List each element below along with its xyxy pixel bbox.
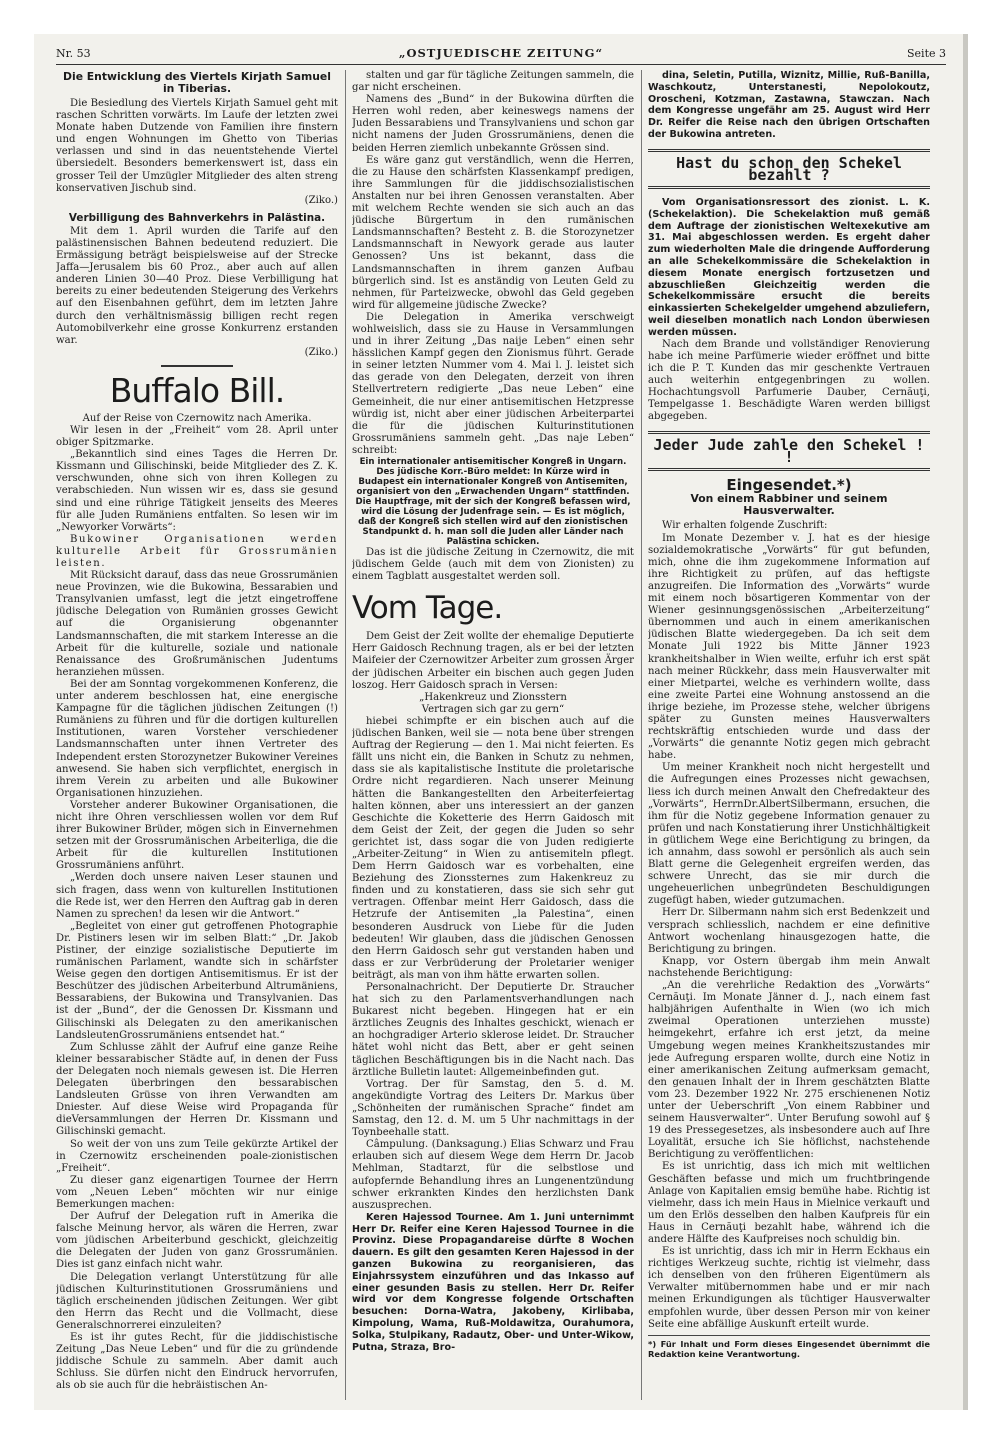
paragraph: Der Aufruf der Delegation ruft in Amerika die falsche Meinung hervor, als wären die Herren, zwar vom jüdischen Arbeiterbund geschickt, gleichzeitig die Delegaten der Juden von ganz Grossrumänien. Dies ist ganz einfach nicht wahr. — [56, 1211, 338, 1271]
paragraph: „Bekanntlich sind eines Tages die Herren Dr. Kissmann und Gilischinski, beide Mitglieder des Z. K. verschwunden, ohne sich von ihren Kollegen zu verabschieden. Nun wissen wir es, dass sie gesund sind und eine rührige Tätigkeit jenseits des Meeres für alle Juden Rumäniens entfalten. So lesen wir im „Newyorker Vorwärts“: — [56, 449, 338, 533]
paragraph: Es ist unrichtig, dass ich mich mit weltlichen Geschäften befasse und mich um fruchtbringende Anlage von Kapitalien emsig bemühe habe. Richtig ist vielmehr, dass ich mein Haus in Mielnice verkauft und um den Erlös desselben den halben Kaufpreis für ein Haus in Cernăuţi bezahlt habe, während ich die andere Hälfte des Kaufpreises noch schuldig bin. — [648, 1161, 930, 1245]
paragraph: Mit Rücksicht darauf, dass das neue Grossrumänien neue Provinzen, wie die Bukowina, Bessarabien und Transylvanien umfasst, legt die jetzt eingetroffene jüdische Delegation von Rumänien grosses Gewicht auf die Organisierung obgenannter Landsmannschaften, die mit starkem Interesse an die Arbeit für die kulturelle, soziale und nationale Renaissance des Großrumänischen Judentums heranziehen müssen. — [56, 570, 338, 678]
advertisement: Nach dem Brande und vollständiger Renovierung habe ich meine Parfümerie wieder eröffnet und bitte ich die P. T. Kunden das mir geschenkte Vertrauen auch weiterhin entgegenbringen zu wollen. Hochachtungsvoll Parfumerie Dauber, Cernăuţi, Tempelgasse 1. Beschädigte Waren werden billigst abgegeben. — [648, 338, 930, 423]
quoted-news-box: Ein internationaler antisemitischer Kongreß in Ungarn. Des jüdische Korr.-Büro meldet: In Kürze wird in Budapest ein internationaler Kongreß von Antisemiten, organisiert von den „Erwachenden Ungarn“ stattfinden. Die Hauptfrage, mit der sich der Kongreß befassen wird, wird die Lösung der Judenfrage sein. — Es ist möglich, daß der Kongreß sich stellen wird auf den zionistischen Standpunkt d. h. man soll die Juden aller Länder nach Palästina schicken. — [355, 457, 631, 547]
paragraph: Keren Hajessod Tournee. Am 1. Juni unternimmt Herr Dr. Reifer eine Keren Hajessod Tournee in die Provinz. Diese Propagandareise dürfte 8 Wochen dauern. Es gilt den gesamten Keren Hajessod in der ganzen Bukowina zu reorganisieren, das Einjahrssystem einzuführen und das Inkasso auf einer gesunden Basis zu stellen. Herr Dr. Reifer wird vor dem Kongresse folgende Ortschaften besuchen: Dorna-Watra, Jakobeny, Kirlibaba, Kimpolung, Wama, Ruß-Moldawitza, Ourahumora, Solka, Stulpikany, Radautz, Ober- und Unter-Wikow, Putna, Straza, Bro- — [352, 1211, 634, 1353]
source-tag: (Ziko.) — [304, 194, 338, 206]
schekel-banner: Jeder Jude zahle den Schekel ! ! — [648, 431, 930, 471]
paragraph: Mit dem 1. April wurden die Tarife auf den palästinensischen Bahnen bedeutend reduziert. Die Ermässigung beträgt beispielsweise auf der Strecke Jaffa—Jerusalem bis 60 Proz., aber auch auf allen anderen Linien 30—40 Proz. Diese Verbilligung hat bereits zu einer bedeutenden Steigerung des Verkehrs auf den Eisenbahnen geführt, dem im letzten Jahre durch den verhältnismässig billigen recht regen Automobilverkehr eine grosse Konkurrenz erstanden war. — [56, 225, 338, 346]
paragraph: Vom Organisationsressort des zionist. L. K. (Schekelaktion). Die Schekelaktion muß gemäß dem Auftrage der zionistischen Weltexekutive am 31. Mai abgeschlossen werden. Es ergeht daher zum wiederholten Male die dringende Aufforderung an alle Schekelkommissäre die Schekelaktion in diesem Monate energisch fortzusetzen und abzuschließen Gleichzeitig werden die Schekelkommissäre ersucht die bereits einkassierten Schekelgelder umgehend abzuliefern, weil dieselben monatlich nach London überwiesen werden müssen. — [648, 196, 930, 338]
verse-line: Vertragen sich gar zu gern“ — [421, 703, 565, 715]
paragraph: Zum Schlusse zählt der Aufruf eine ganze Reihe kleiner bessarabischer Städte auf, in denen der Fuss der Delegaten noch niemals gewesen ist. Die Herren Delegaten überbringen den bessarabischen Landsleuten Grüsse von ihren Verwandten am Dniester. Auf diese Weise wird Propaganda für dieVersammlungen der Herren Dr. Kissmann und Gilischinski gemacht. — [56, 1041, 338, 1138]
paragraph: Um meiner Krankheit noch nicht hergestellt und die Aufregungen eines Prozesses nicht gewachsen, liess ich durch meinen Anwalt den Chefredakteur des „Vorwärts“, HerrnDr.AlbertSilbermann, ersuchen, die ihm für die Notiz gegebene Information genauer zu prüfen und nach Konstatierung ihrer Unstichhältigkeit in gütlichem Wege eine Berichtigung zu bringen, da ich annahm, dass sowohl er persönlich als auch sein Blatt gerne die Gelegenheit ergreifen werden, das schwere Unrecht, das sie mir durch die ungeheuerlichen unbegründeten Beschuldigungen zugefügt haben, wieder gutzumachen. — [648, 762, 930, 907]
paragraph: Es ist unrichtig, dass ich mir in Herrn Eckhaus ein richtiges Werkzeug suchte, richtig ist vielmehr, dass ich denselben von den früheren Eigentümern als Verwalter mitübernommen habe und er mir nach meinen Erkundigungen als tüchtiger Hausverwalter empfohlen wurde, über dessen Person mir von keiner Seite eine abfällige Auskunft erteilt wurde. — [648, 1246, 930, 1330]
paragraph: Knapp, vor Ostern übergab ihm mein Anwalt nachstehende Berichtigung: — [648, 955, 930, 979]
article-heading: Die Entwicklung des Viertels Kirjath Samuel in Tiberias. — [63, 70, 331, 95]
paragraph: stalten und gar für tägliche Zeitungen sammeln, die gar nicht erscheinen. — [352, 70, 634, 94]
separator-rule — [161, 365, 233, 367]
issue-number: Nr. 53 — [56, 47, 91, 60]
feature-title: Buffalo Bill. — [109, 370, 285, 410]
paragraph: „Werden doch unsere naiven Leser staunen und sich fragen, dass wenn von kulturellen Institutionen die Rede ist, wer den Herren den Auftrag gab in deren Namen zu sprechen! da lesen wir die Antwort.“ — [56, 872, 338, 920]
paragraph: Dem Geist der Zeit wollte der ehemalige Deputierte Herr Gaidosch Rechnung tragen, als er bei der letzten Maifeier der Czernowitzer Arbeiter zum grossen Ärger der jüdischen Arbeiter ein bischen auch gegen Juden loszog. Herr Gaidosch sprach in Versen: — [352, 631, 634, 691]
paragraph: Es ist ihr gutes Recht, für die jiddischistische Zeitung „Das Neue Leben“ und für die zu gründende jiddische Schule zu sammeln. Aber damit auch Schluss. Sie dürfen nicht den Eindruck hervorrufen, als ob sie auch für die hebräistischen An- — [56, 1332, 338, 1392]
paragraph: Personalnachricht. Der Deputierte Dr. Straucher hat sich zu den Parlamentsverhandlungen nach Bukarest nicht begeben. Hingegen hat er ein ärztliches Zeugnis des Inhaltes geschickt, wienach er an hochgradiger Arterio sklerose leidet. Dr. Straucher hätet wohl nicht das Bett, aber er geht seinen täglichen Beschäftigungen bis in die Nacht nach. Das ärztliche Bulletin lautet: Allgemeinbefinden gut. — [352, 982, 634, 1078]
verse-line: „Hakenkreuz und Zionsstern — [419, 691, 567, 703]
paragraph: Wir lesen in der „Freiheit“ vom 28. April unter obiger Spitzmarke. — [56, 424, 338, 449]
paragraph: Das ist die jüdische Zeitung in Czernowitz, die mit jüdischem Gelde (auch mit dem von Zionisten) zu einem Tagblatt ausgestaltet werden soll. — [352, 547, 634, 583]
paragraph: Herr Dr. Silbermann nahm sich erst Bedenkzeit und versprach schliesslich, nachdem er eine definitive Antwort wochenlang hinausgezogen hatte, die Berichtigung zu bringen. — [648, 907, 930, 955]
column-1 — [56, 70, 338, 1402]
paragraph: hiebei schimpfte er ein bischen auch auf die jüdischen Banken, weil sie — nota bene über strengen Auftrag der Regierung — den 1. Mai nicht feierten. Es fällt uns nicht ein, die Banken in Schutz zu nehmen, dass sie als kapitalistische Institute die proletarische Ordre nicht regardieren. Nach unserer Meinung hätten die Bankangestellten den Arbeiterfeiertag halten können, aber uns interessiert an der ganzen Geschichte die Koketterie des Herrn Gaidosch mit dem Geist der Zeit, der gegen die Juden so sehr gerichtet ist, dass sogar die von Juden redigierte „Arbeiter-Zeitung“ in Wien zu antisemiteln pflegt. Dem Herrn Gaidosch war es vorbehalten, eine Beziehung des Zionssternes zum Hakenkreuz zu finden und zu konstatieren, dass sie sich sehr gut vertragen. Offenbar meint Herr Gaidosch, dass die Hetzrufe der Antisemiten „la Palestina“, einen besonderen Ausdruck von Liebe für die Juden bedeuten! Wir glauben, dass die jüdischen Genossen den Herrn Gaidosch sehr gut verstanden haben und dass er zur Verbrüderung der Proletarier weniger beiträgt, als man von ihm hätte erwarten sollen. — [352, 715, 634, 981]
column-3 — [648, 70, 930, 1402]
article-heading: Von einem Rabbiner und seinem Hausverwalter. — [690, 492, 888, 518]
header-rule — [56, 64, 946, 65]
masthead: „OSTJUEDISCHE ZEITUNG“ — [398, 46, 604, 60]
newspaper-page — [34, 34, 968, 1410]
column-divider — [345, 70, 346, 1400]
page-edge-shadow — [963, 34, 968, 1410]
paragraph: Die Besiedlung des Viertels Kirjath Samuel geht mit raschen Schritten vorwärts. Im Laufe der letzten zwei Monate haben Dutzende von Familien ihre finstern und engen Wohnungen im Ghetto von Tiberias verlassen und sind in das neuentstehende Viertel übersiedelt. Besonders bemerkenswert ist, dass ein grosser Teil der Umzügler Mitglieder des alten streng konservativen Jischub sind. — [56, 98, 338, 194]
paragraph: Vortrag. Der für Samstag, den 5. d. M. angekündigte Vortrag des Leiters Dr. Markus über „Schönheiten der rumänischen Sprache“ findet am Samstag, den 12. d. M. um 5 Uhr nachmittags in der Toynbeehalle statt. — [352, 1078, 634, 1139]
section-title: Eingesendet.*) — [726, 476, 852, 495]
paragraph: Câmpulung. (Danksagung.) Elias Schwarz und Frau erlauben sich auf diesem Wege dem Herrn Dr. Jacob Mehlman, Stadtarzt, für die selbstlose und aufopfernde Behandlung ihres an Lungenentzündung schwer erkrankten Kindes den herzlichsten Dank auszusprechen. — [352, 1139, 634, 1211]
article-heading: Verbilligung des Bahnverkehrs in Palästina. — [68, 211, 326, 224]
feature-subtitle: Auf der Reise von Czernowitz nach Amerika. — [82, 412, 312, 424]
section-title: Vom Tage. — [352, 590, 503, 627]
paragraph: Bei der am Sonntag vorgekommenen Konferenz, die unter anderem beschlossen hat, eine energische Kampagne für die täglichen jüdischen Zeitungen (!) Rumäniens zu führen und für die dortigen kulturellen Institutionen, waren Vorsteher verschiedener Landsmannschaften unter ihnen Vertreter des Independent ersten Storozynetzer Bukowiner Vereines anwesend. Sie haben sich verpflichtet, energisch in ihrem Verein zu arbeiten und alle Bukowiner Organisationen hinzuziehen. — [56, 678, 338, 799]
paragraph: Zu dieser ganz eigenartigen Tournee der Herrn vom „Neuen Leben“ möchten wir nur einige Bemerkungen machen: — [56, 1174, 338, 1210]
column-2 — [352, 70, 634, 1402]
paragraph: „An die verehrliche Redaktion des „Vorwärts“ Cernăuţi. Im Monate Jänner d. J., nach einem fast halbjährigen Aufenthalte in Wien (wo ich mich zweimal Operationen unterziehen musste) heimgekehrt, erfahre ich erst jetzt, da meine Umgebung wegen meines Krankheitszustandes mir jede Aufregung ersparen wollte, durch eine Notiz in einer amerikanischen Zeitung aufmerksam gemacht, den genauen Inhalt der in Ihrem geschätzten Blatte vom 23. Dezember 1922 Nr. 275 erschienenen Notiz unter der Ueberschrift „Von einem Rabbiner und seinem Hausverwalter“. Unter Berufung sowohl auf § 19 des Pressegesetzes, als insbesondere auch auf Ihre Loyalität, ersuche ich Sie höflichst, nachstehende Berichtigung zu veröffentlichen: — [648, 980, 930, 1161]
paragraph: Es wäre ganz gut verständlich, wenn die Herren, die zu Hause den schärfsten Klassenkampf predigen, ihre Sammlungen für die jiddischsozialistischen Anstalten nur bei ihren Genossen veranstalten. Aber mit welchem Rechte wenden sie sich auch an das jüdische Bürgertum in den rumänischen Landsmannschaften? Besteht z. B. die Storozynetzer Landsmannschaft in Newyork gerade aus lauter Genossen? Uns ist bekannt, dass die Landsmannschaften in ihrem ganzen Aufbau bürgerlich sind. Ist es anständig von Leuten Geld zu nehmen, für Parteizwecke, obwohl das Geld gegeben wird für allgemeine jüdische Zwecke? — [352, 154, 634, 311]
paragraph: dina, Seletin, Putilla, Wiznitz, Millie, Ruß-Banilla, Waschkoutz, Unterstanesti, Nepolokoutz, Oroscheni, Kotzman, Zastawna, Stawczan. Nach dem Kongresse ungefähr am 25. August wird Herr Dr. Reifer die Reise nach den übrigen Ortschaften der Bukowina antreten. — [648, 70, 930, 140]
source-tag: (Ziko.) — [304, 346, 338, 358]
schekel-banner: Hast du schon den Schekel bezahlt ? — [648, 149, 930, 189]
paragraph: Wir erhalten folgende Zuschrift: — [662, 520, 828, 532]
paragraph: „Begleitet von einer gut getroffenen Photographie Dr. Pistiners lesen wir im selben Blatt:“ „Dr. Jakob Pistiner, der einzige sozialistische Deputierte im rumänischen Parlament, wandte sich in schärfster Weise gegen den dortigen Antisemitismus. Er ist der Beschützer des jüdischen Arbeiterbund Altrumäniens, Bessarabiens, der Bukowina und Transylvanien. Das ist der „Bund“, der die Genossen Dr. Kissmann und Gilischinski als Delegaten zu den amerikanischen LandsleutenGrossrumäniens entsendet hat.“ — [56, 920, 338, 1041]
paragraph: Namens des „Bund“ in der Bukowina dürften die Herren wohl reden, aber keineswegs namens der Juden Bessarabiens und Transylvaniens und schon gar nicht namens der Juden Grossrumäniens, denen die beiden Herren ziemlich unbekannte Grössen sind. — [352, 94, 634, 154]
page-number: Seite 3 — [907, 47, 946, 60]
paragraph: Im Monate Dezember v. J. hat es der hiesige sozialdemokratische „Vorwärts“ für gut befunden, mich, ohne die ihm zugekommene Information auf ihre Richtigkeit zu prüfen, auf das heftigste anzugreifen. Die Information des „Vorwärts“ wurde mit einem noch bösartigeren Kommentar von der Wiener gesinnungsgenössischen „Arbeiterzeitung“ übernommen und auch in einem amerikanischen jüdischen Blatte wiedergegeben. Da ich seit dem Monate Juli 1922 bis Mitte Jänner 1923 krankheitshalber in Wien weilte, erfuhr ich erst spät nach meiner Rückkehr, dass mein Hausverwalter mit einer Mietpartei, welche es verhindern wollte, dass eine zweite Partei eine Wohnung anstossend an die ihrige beziehe, im Prozesse stehe, welcher übrigens später zu Gunsten meines Hausverwalters rechtskräftig entschieden wurde und dass der „Vorwärts“ die genannte Notiz gegen mich gebracht habe. — [648, 532, 930, 762]
paragraph: So weit der von uns zum Teile gekürzte Artikel der in Czernowitz erscheinenden poale-zionistischen „Freiheit“. — [56, 1138, 338, 1174]
quoted-heading: Bukowiner Organisationen werden kulturelle Arbeit für Grossrumänien leisten. — [56, 533, 338, 569]
paragraph: Vorsteher anderer Bukowiner Organisationen, die nicht ihre Ohren verschliessen wollen vor dem Ruf ihrer Bukowiner Brüder, mögen sich in Einvernehmen setzen mit der Grossrumänischen Arbeiterliga, die die Arbeit für die kulturellen Institutionen Grossrumäniens anführt. — [56, 799, 338, 872]
footnote: *) Für Inhalt und Form dieses Eingesendet übernimmt die Redaktion keine Verantwortung. — [648, 1335, 930, 1359]
column-divider — [641, 70, 642, 1400]
paragraph: Die Delegation verlangt Unterstützung für alle jüdischen Kulturinstitutionen Grossrumäniens und täglich erscheinenden jüdischen Zeitungen. Wer gibt den Herrn das Recht und die Vollmacht, diese Generalschnorrerei einzuleiten? — [56, 1271, 338, 1331]
paragraph: Die Delegation in Amerika verschweigt wohlweislich, dass sie zu Hause in Versammlungen und in ihrer Zeitung „Das naije Leben“ einen sehr hässlichen Kampf gegen den Zionismus führt. Gerade in seiner letzten Nummer vom 4. Mai l. J. leistet sich das gerade von den Delegaten, derzeit von ihren Stellvertretern redigierte „Das neue Leben“ eine Gemeinheit, die nur einer antisemitischen Hetzpresse würdig ist, nicht aber einer jüdischen Arbeiterpartei die für die jüdischen Kulturinstitutionen Grossrumäniens sammeln geht. „Das naje Leben“ schreibt: — [352, 311, 634, 456]
page-header — [56, 44, 946, 64]
